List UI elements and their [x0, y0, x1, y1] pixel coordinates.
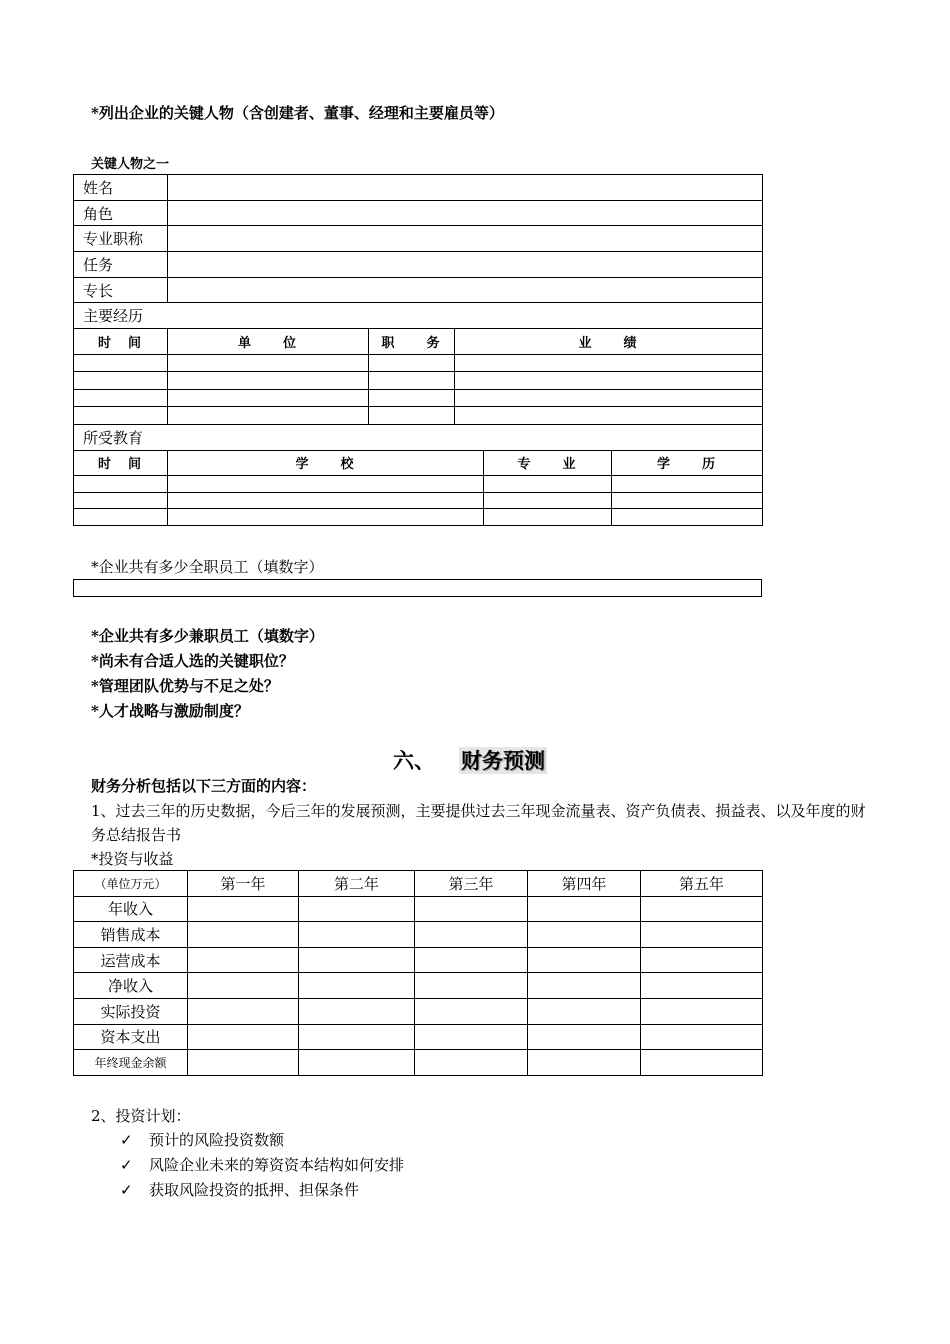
- education-cell[interactable]: [168, 492, 484, 509]
- finance-cell[interactable]: [641, 973, 763, 999]
- experience-cell[interactable]: [369, 354, 455, 372]
- education-cell[interactable]: [74, 492, 168, 509]
- experience-label: 主要经历: [74, 303, 763, 329]
- education-row: [74, 509, 763, 526]
- plan-item: [120, 1154, 404, 1175]
- education-cell[interactable]: [484, 509, 612, 526]
- finance-row-label: 运营成本: [74, 947, 188, 973]
- education-row: [74, 476, 763, 493]
- section-heading: [393, 745, 547, 775]
- year-header: 第二年: [299, 871, 415, 897]
- education-header-time: 时 间: [74, 450, 168, 476]
- finance-row-capital-expenditure: [74, 1024, 763, 1050]
- finance-cell[interactable]: [641, 947, 763, 973]
- vacant-key-position-question: *尚未有合适人选的关键职位？: [91, 652, 294, 670]
- investment-returns-label: *投资与收益: [91, 850, 174, 868]
- finance-row-annual-revenue: [74, 896, 763, 922]
- education-label-row: [74, 424, 763, 450]
- experience-cell[interactable]: [455, 372, 763, 390]
- finance-row-label: 销售成本: [74, 922, 188, 948]
- field-row-title: [74, 226, 763, 252]
- fulltime-staff-field[interactable]: [73, 579, 762, 597]
- checkmark-icon: ✓: [120, 1181, 133, 1199]
- finance-cell[interactable]: [641, 1050, 763, 1076]
- experience-header-achievement: 业 绩: [455, 329, 763, 355]
- experience-cell[interactable]: [455, 407, 763, 425]
- year-header: 第一年: [188, 871, 299, 897]
- experience-row: [74, 389, 763, 407]
- finance-header-row: [74, 871, 763, 897]
- section-title: 财务预测: [461, 748, 545, 773]
- finance-cell[interactable]: [299, 973, 415, 999]
- finance-cell[interactable]: [415, 998, 528, 1024]
- finance-cell[interactable]: [415, 973, 528, 999]
- education-header-row: [74, 450, 763, 476]
- team-strengths-question: *管理团队优势与不足之处？: [91, 677, 279, 695]
- finance-cell[interactable]: [528, 922, 641, 948]
- key-person-subtitle: 关键人物之一: [91, 157, 170, 172]
- field-label-title: 专业职称: [74, 226, 168, 252]
- experience-header-unit: 单 位: [168, 329, 369, 355]
- field-row-role: [74, 200, 763, 226]
- checkmark-icon: ✓: [120, 1156, 133, 1174]
- field-row-name: [74, 175, 763, 201]
- finance-cell[interactable]: [415, 1024, 528, 1050]
- plan-item-text: 预计的风险投资数额: [149, 1131, 285, 1149]
- finance-cell[interactable]: [528, 1024, 641, 1050]
- education-header-school: 学 校: [168, 450, 484, 476]
- plan-item-text: 风险企业未来的筹资资本结构如何安排: [149, 1156, 405, 1174]
- professional-title-field[interactable]: [168, 226, 763, 252]
- finance-cell[interactable]: [528, 998, 641, 1024]
- education-cell[interactable]: [168, 509, 484, 526]
- education-cell[interactable]: [612, 476, 763, 493]
- finance-cell[interactable]: [415, 922, 528, 948]
- role-field[interactable]: [168, 200, 763, 226]
- talent-strategy-question: *人才战略与激励制度？: [91, 702, 249, 720]
- plan-item: [120, 1179, 359, 1200]
- specialty-field[interactable]: [168, 277, 763, 303]
- finance-cell[interactable]: [188, 896, 299, 922]
- experience-cell[interactable]: [74, 354, 168, 372]
- field-row-specialty: [74, 277, 763, 303]
- finance-cell[interactable]: [641, 1024, 763, 1050]
- finance-row-label: 资本支出: [74, 1024, 188, 1050]
- finance-row-label: 年终现金余额: [74, 1050, 188, 1076]
- finance-cell[interactable]: [641, 896, 763, 922]
- fulltime-staff-label: *企业共有多少全职员工（填数字）: [91, 558, 324, 576]
- year-header: 第四年: [528, 871, 641, 897]
- year-header: 第三年: [415, 871, 528, 897]
- experience-cell[interactable]: [455, 389, 763, 407]
- finance-cell[interactable]: [188, 998, 299, 1024]
- field-label-task: 任务: [74, 252, 168, 278]
- finance-cell[interactable]: [299, 1024, 415, 1050]
- field-label-role: 角色: [74, 200, 168, 226]
- experience-cell[interactable]: [74, 407, 168, 425]
- education-header-major: 专 业: [484, 450, 612, 476]
- field-label-name: 姓名: [74, 175, 168, 201]
- field-label-specialty: 专长: [74, 277, 168, 303]
- finance-intro: 财务分析包括以下三方面的内容：: [91, 777, 317, 795]
- finance-row-label: 年收入: [74, 896, 188, 922]
- year-header: 第五年: [641, 871, 763, 897]
- experience-cell[interactable]: [168, 372, 369, 390]
- key-person-table: [73, 174, 763, 526]
- plan-item-text: 获取风险投资的抵押、担保条件: [149, 1181, 360, 1199]
- finance-cell[interactable]: [415, 947, 528, 973]
- education-cell[interactable]: [612, 509, 763, 526]
- finance-cell[interactable]: [415, 896, 528, 922]
- finance-row-operating-cost: [74, 947, 763, 973]
- finance-cell[interactable]: [299, 947, 415, 973]
- finance-cell[interactable]: [188, 947, 299, 973]
- finance-row-net-income: [74, 973, 763, 999]
- finance-cell[interactable]: [188, 1024, 299, 1050]
- experience-cell[interactable]: [168, 389, 369, 407]
- experience-header-time: 时 间: [74, 329, 168, 355]
- experience-header-position: 职 务: [369, 329, 455, 355]
- finance-row-label: 净收入: [74, 973, 188, 999]
- finance-cell[interactable]: [528, 1050, 641, 1076]
- investment-returns-table: [73, 870, 763, 1076]
- finance-cell[interactable]: [415, 1050, 528, 1076]
- experience-cell[interactable]: [369, 389, 455, 407]
- parttime-staff-question: *企业共有多少兼职员工（填数字）: [91, 627, 324, 645]
- education-header-degree: 学 历: [612, 450, 763, 476]
- plan-item: [120, 1129, 284, 1150]
- experience-header-row: [74, 329, 763, 355]
- experience-label-row: [74, 303, 763, 329]
- finance-cell[interactable]: [299, 998, 415, 1024]
- section-number: 六、: [393, 748, 435, 773]
- experience-cell[interactable]: [168, 354, 369, 372]
- experience-cell[interactable]: [168, 407, 369, 425]
- education-cell[interactable]: [74, 476, 168, 493]
- investment-plan-label: 2、投资计划：: [91, 1107, 191, 1125]
- finance-cell[interactable]: [299, 896, 415, 922]
- finance-cell[interactable]: [641, 998, 763, 1024]
- task-field[interactable]: [168, 252, 763, 278]
- education-cell[interactable]: [612, 492, 763, 509]
- finance-cell[interactable]: [641, 922, 763, 948]
- finance-row-year-end-cash: [74, 1050, 763, 1076]
- name-field[interactable]: [168, 175, 763, 201]
- education-label: 所受教育: [74, 424, 763, 450]
- finance-cell[interactable]: [188, 1050, 299, 1076]
- education-cell[interactable]: [484, 492, 612, 509]
- finance-cell[interactable]: [528, 947, 641, 973]
- field-row-task: [74, 252, 763, 278]
- finance-cell[interactable]: [188, 922, 299, 948]
- experience-cell[interactable]: [455, 354, 763, 372]
- education-cell[interactable]: [74, 509, 168, 526]
- key-persons-heading: *列出企业的关键人物（含创建者、董事、经理和主要雇员等）: [91, 104, 504, 122]
- education-cell[interactable]: [168, 476, 484, 493]
- education-cell[interactable]: [484, 476, 612, 493]
- experience-row: [74, 372, 763, 390]
- finance-row-sales-cost: [74, 922, 763, 948]
- finance-point-1: 1、过去三年的历史数据，今后三年的发展预测，主要提供过去三年现金流量表、资产负债表、损益表、以及年度的财务总结报告书: [91, 802, 866, 844]
- experience-cell[interactable]: [369, 372, 455, 390]
- finance-cell[interactable]: [528, 973, 641, 999]
- finance-row-actual-investment: [74, 998, 763, 1024]
- experience-cell[interactable]: [74, 389, 168, 407]
- experience-row: [74, 354, 763, 372]
- experience-row: [74, 407, 763, 425]
- education-row: [74, 492, 763, 509]
- checkmark-icon: ✓: [120, 1131, 133, 1149]
- finance-cell[interactable]: [299, 1050, 415, 1076]
- unit-label: （单位万元）: [74, 871, 188, 897]
- finance-row-label: 实际投资: [74, 998, 188, 1024]
- finance-cell[interactable]: [528, 896, 641, 922]
- finance-cell[interactable]: [299, 922, 415, 948]
- experience-cell[interactable]: [369, 407, 455, 425]
- finance-cell[interactable]: [188, 973, 299, 999]
- experience-cell[interactable]: [74, 372, 168, 390]
